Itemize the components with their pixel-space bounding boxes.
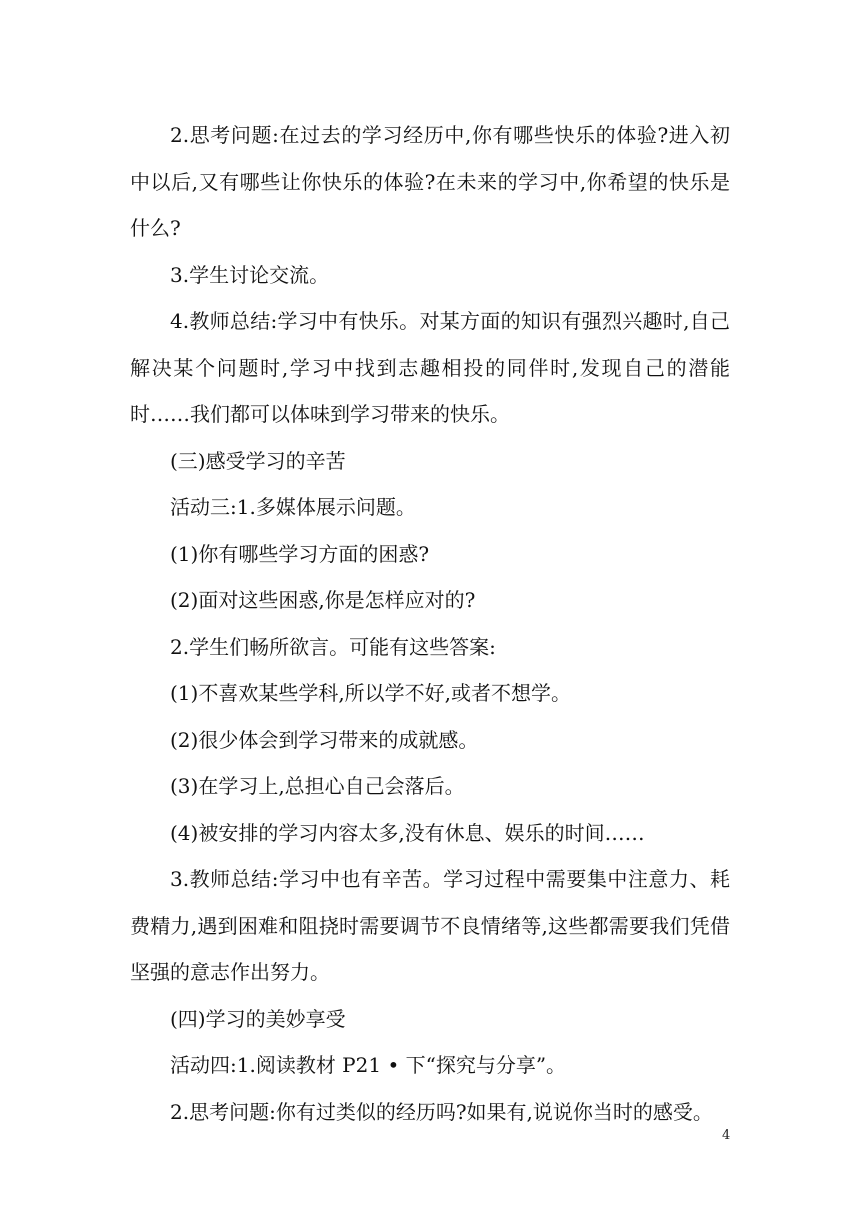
list-item-answer-4: (4)被安排的学习内容太多,没有休息、娱乐的时间…… [170, 820, 645, 845]
paragraph-activity-four: 活动四:1.阅读教材 P21 • 下“探究与分享”。 [170, 1053, 567, 1077]
list-item-question-2: (2)面对这些困惑,你是怎样应对的? [170, 588, 476, 612]
paragraph-teacher-summary-happiness: 4.教师总结:学习中有快乐。对某方面的知识有强烈兴趣时,自己解决某个问题时,学习中找到志趣相投的同伴时,发现自己的潜能时……我们都可以体味到学习带来的快乐。 [130, 309, 730, 426]
paragraph-question-happy-experiences: 2.思考问题:在过去的学习经历中,你有哪些快乐的体验?进入初中以后,又有哪些让你快乐的体验?在未来的学习中,你希望的快乐是什么? [130, 123, 730, 240]
document-body [130, 112, 730, 1135]
list-item-answer-2: (2)很少体会到学习带来的成就感。 [170, 727, 479, 752]
list-item-answer-3: (3)在学习上,总担心自己会落后。 [170, 774, 465, 798]
paragraph-student-discussion: 3.学生讨论交流。 [170, 262, 330, 287]
paragraph-student-answers: 2.学生们畅所欲言。可能有这些答案: [170, 634, 496, 659]
section-heading-hardship: (三)感受学习的辛苦 [170, 448, 346, 473]
list-item-answer-1: (1)不喜欢某些学科,所以学不好,或者不想学。 [170, 681, 572, 705]
page-number: 4 [722, 1128, 731, 1143]
list-item-question-1: (1)你有哪些学习方面的困惑? [170, 541, 430, 566]
paragraph-question-similar-experience: 2.思考问题:你有过类似的经历吗?如果有,说说你当时的感受。 [170, 1099, 713, 1124]
paragraph-activity-three: 活动三:1.多媒体展示问题。 [170, 495, 416, 519]
section-heading-enjoyment: (四)学习的美妙享受 [170, 1006, 346, 1031]
paragraph-teacher-summary-hardship: 3.教师总结:学习中也有辛苦。学习过程中需要集中注意力、耗费精力,遇到困难和阻挠时需要调节不良情绪等,这些都需要我们凭借坚强的意志作出努力。 [130, 867, 730, 984]
